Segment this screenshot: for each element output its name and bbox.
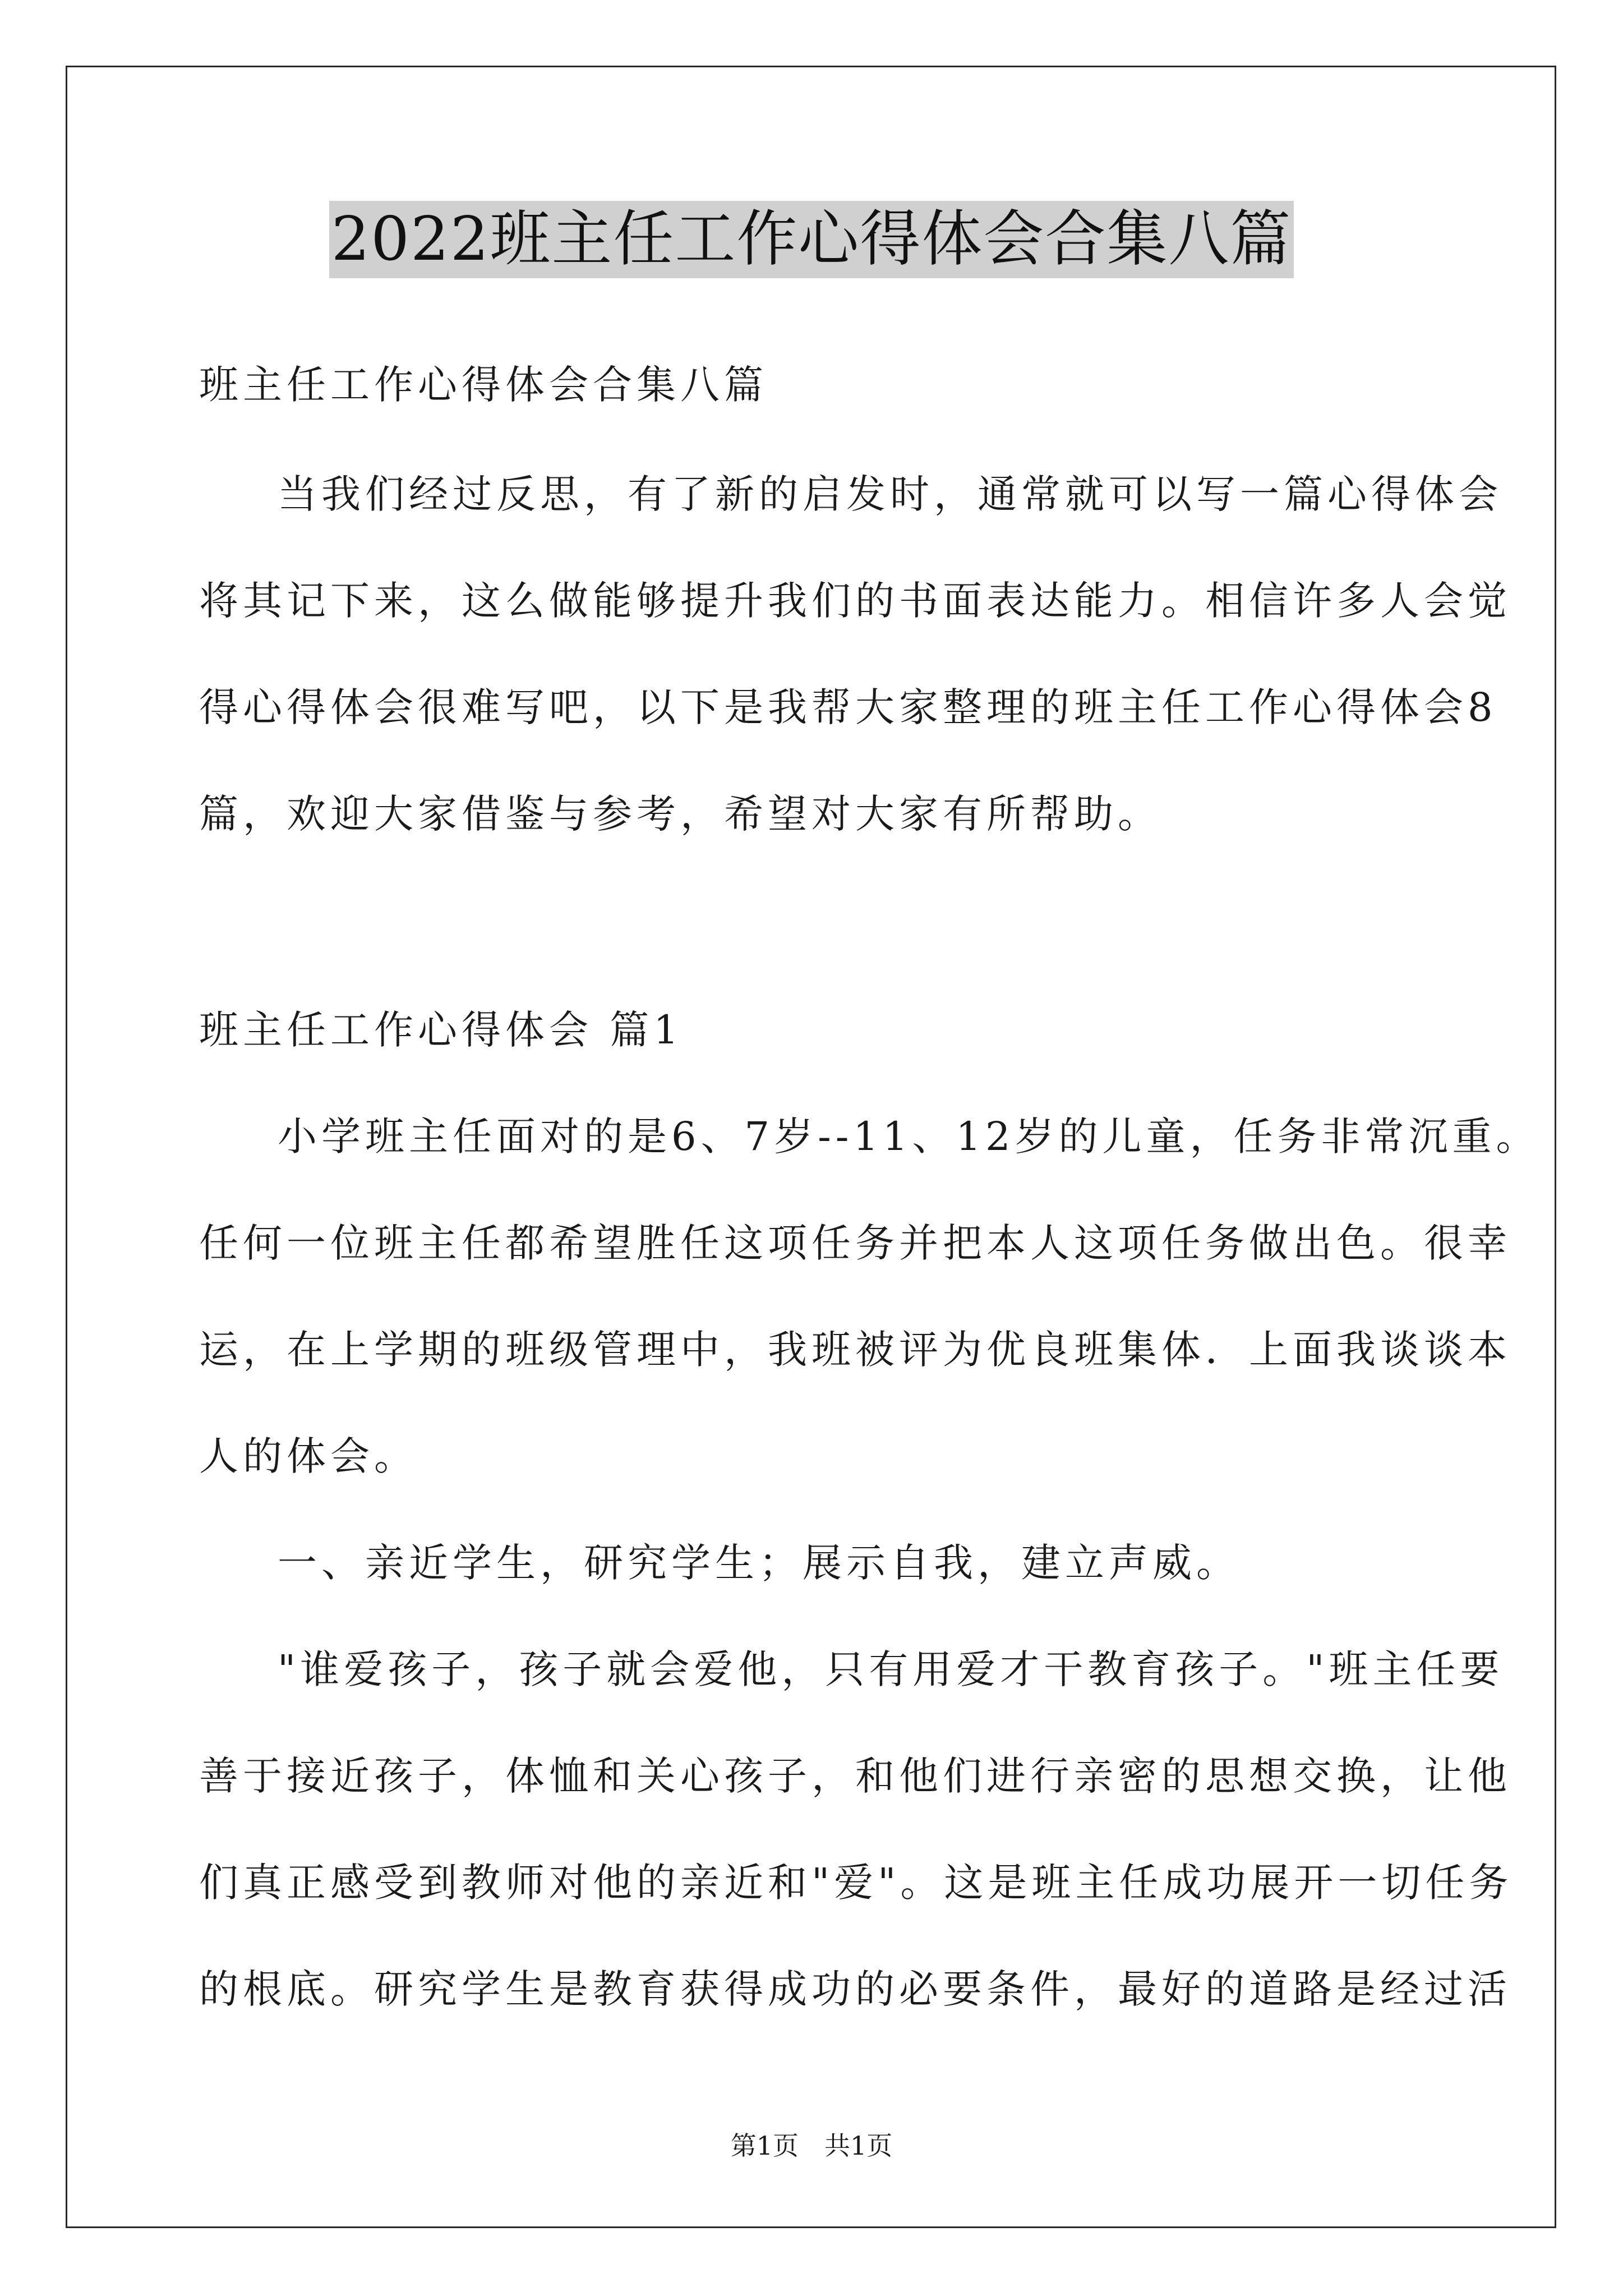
document-title: 2022班主任工作心得体会合集八篇: [329, 201, 1294, 278]
title-container: [0, 201, 1623, 278]
para2-line-3: 们真正感受到教师对他的亲近和"爱"。这是班主任成功展开一切任务: [199, 1860, 1513, 1906]
para1-line-1: 小学班主任面对的是6、7岁--11、12岁的儿童，任务非常沉重。: [278, 1114, 1540, 1159]
intro-line-4: 篇，欢迎大家借鉴与参考，希望对大家有所帮助。: [199, 791, 1161, 837]
para2-line-1: "谁爱孩子，孩子就会爱他，只有用爱才干教育孩子。"班主任要: [278, 1646, 1504, 1692]
para1-line-3: 运，在上学期的班级管理中，我班被评为优良班集体．上面我谈谈本: [199, 1327, 1511, 1373]
section-heading: 班主任工作心得体会 篇1: [199, 1007, 683, 1053]
page-footer: 第1页 共1页: [730, 2131, 893, 2161]
para2-line-4: 的根底。研究学生是教育获得成功的必要条件，最好的道路是经过活: [199, 1966, 1511, 2012]
document-subtitle: 班主任工作心得体会合集八篇: [199, 362, 768, 408]
para1-line-2: 任何一位班主任都希望胜任这项任务并把本人这项任务做出色。很幸: [199, 1220, 1511, 1266]
para2-line-2: 善于接近孩子，体恤和关心孩子，和他们进行亲密的思想交换，让他: [199, 1753, 1511, 1799]
point-one-heading: 一、亲近学生，研究学生；展示自我，建立声威。: [278, 1540, 1240, 1586]
para1-line-4: 人的体会。: [199, 1433, 418, 1479]
intro-line-1: 当我们经过反思，有了新的启发时，通常就可以写一篇心得体会: [278, 471, 1502, 517]
intro-line-2: 将其记下来，这么做能够提升我们的书面表达能力。相信许多人会觉: [199, 578, 1511, 624]
intro-line-3: 得心得体会很难写吧，以下是我帮大家整理的班主任工作心得体会8: [199, 684, 1497, 730]
